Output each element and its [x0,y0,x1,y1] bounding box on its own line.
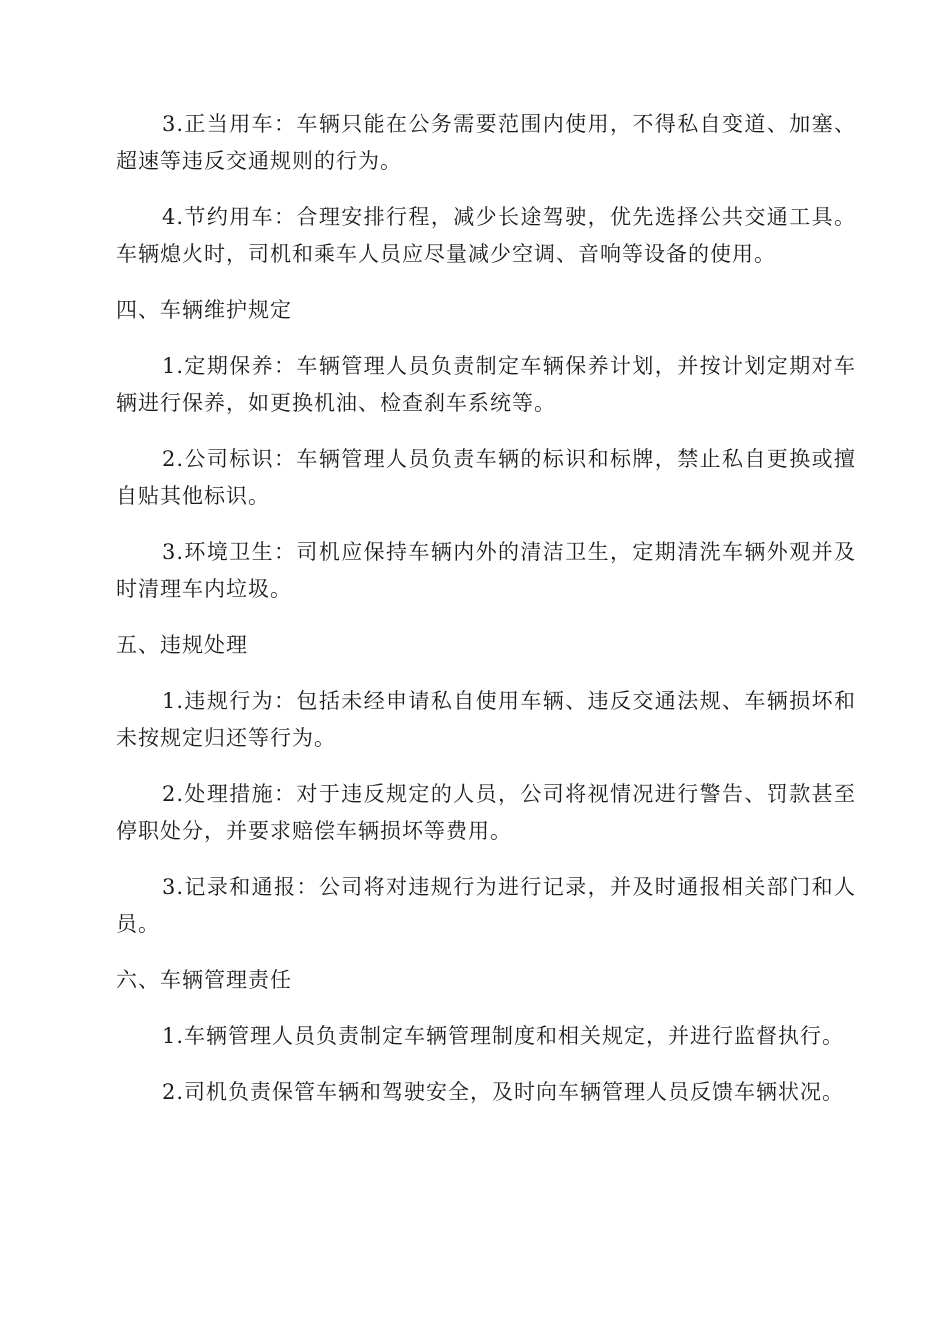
paragraph-rule-3-proper-use: 3.正当用车：车辆只能在公务需要范围内使用，不得私自变道、加塞、超速等违反交通规则的行为。 [116,112,856,173]
paragraph-maintenance-3: 3.环境卫生：司机应保持车辆内外的清洁卫生，定期清洗车辆外观并及时清理车内垃圾。 [116,540,856,601]
paragraph-violations-1: 1.违规行为：包括未经申请私自使用车辆、违反交通法规、车辆损坏和未按规定归还等行为。 [116,689,856,750]
section-heading-maintenance: 四、车辆维护规定 [116,298,292,322]
document-body [116,106,856,1130]
paragraph-responsibility-2: 2.司机负责保管车辆和驾驶安全，及时向车辆管理人员反馈车辆状况。 [162,1080,845,1104]
paragraph-responsibility-1: 1.车辆管理人员负责制定车辆管理制度和相关规定，并进行监督执行。 [162,1024,845,1048]
paragraph-rule-4-economical-use: 4.节约用车：合理安排行程，减少长途驾驶，优先选择公共交通工具。车辆熄火时，司机和乘车人员应尽量减少空调、音响等设备的使用。 [116,205,856,266]
paragraph-maintenance-2: 2.公司标识：车辆管理人员负责车辆的标识和标牌，禁止私自更换或擅自贴其他标识。 [116,447,856,508]
section-heading-violations: 五、违规处理 [116,633,248,657]
paragraph-maintenance-1: 1.定期保养：车辆管理人员负责制定车辆保养计划，并按计划定期对车辆进行保养，如更换机油、检查刹车系统等。 [116,354,856,415]
paragraph-violations-2: 2.处理措施：对于违反规定的人员，公司将视情况进行警告、罚款甚至停职处分，并要求赔偿车辆损坏等费用。 [116,782,856,843]
section-heading-responsibility: 六、车辆管理责任 [116,968,292,992]
paragraph-violations-3: 3.记录和通报：公司将对违规行为进行记录，并及时通报相关部门和人员。 [116,875,856,936]
